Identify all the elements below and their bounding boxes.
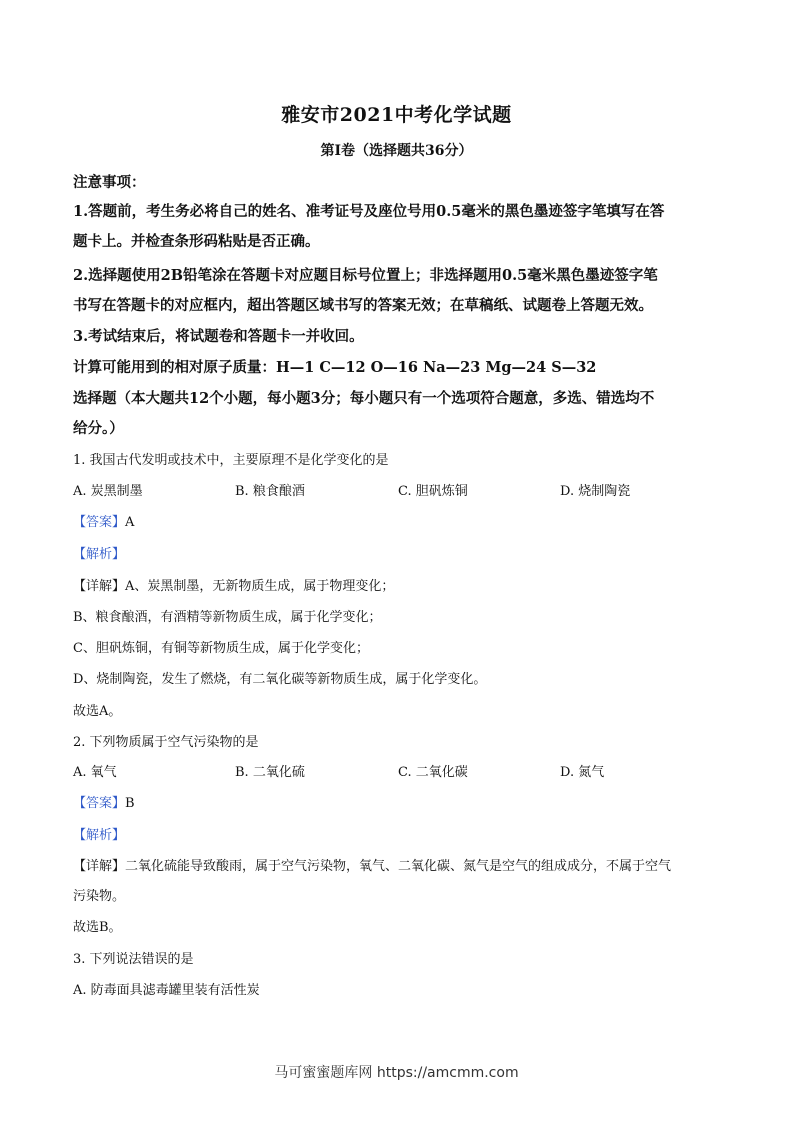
section-instructions-line-1: 选择题（本大题共12个小题，每小题3分；每小题只有一个选项符合题意，多选、错选均不 bbox=[73, 390, 655, 407]
note-item-3: 3.考试结束后，将试题卷和答题卡一并收回。 bbox=[73, 328, 364, 345]
question-2-option-a: A. 氧气 bbox=[73, 765, 117, 780]
question-1-option-c: C. 胆矾炼铜 bbox=[398, 484, 468, 499]
analysis-tag: 【解析】 bbox=[73, 828, 126, 843]
section-instructions-line-2: 给分。） bbox=[73, 420, 124, 437]
question-2-stem: 2. 下列物质属于空气污染物的是 bbox=[73, 735, 259, 750]
question-3-stem: 3. 下列说法错误的是 bbox=[73, 952, 194, 967]
notes-heading: 注意事项： bbox=[73, 174, 146, 191]
answer-value: B bbox=[125, 796, 135, 811]
question-1-answer bbox=[73, 513, 134, 533]
question-2-detail-line-1 bbox=[73, 857, 671, 877]
question-1-detail-a bbox=[73, 577, 394, 597]
question-2-answer bbox=[73, 794, 135, 814]
question-2-analysis bbox=[73, 826, 125, 846]
note-item-1-line-2: 题卡上。并检查条形码粘贴是否正确。 bbox=[73, 233, 320, 250]
question-1-option-a: A. 炭黑制墨 bbox=[73, 484, 143, 499]
note-item-2-line-2: 书写在答题卡的对应框内，超出答题区域书写的答案无效；在草稿纸、试题卷上答题无效。 bbox=[73, 297, 653, 314]
question-1-stem: 1. 我国古代发明或技术中，主要原理不是化学变化的是 bbox=[73, 453, 389, 468]
question-2-option-d: D. 氮气 bbox=[560, 765, 605, 780]
detail-text: 二氧化硫能导致酸雨，属于空气污染物，氧气、二氧化碳、氮气是空气的组成成分，不属于空气 bbox=[125, 859, 672, 874]
note-item-2-line-1: 2.选择题使用2B铅笔涂在答题卡对应题目标号位置上；非选择题用0.5毫米黑色墨迹签字笔 bbox=[73, 267, 658, 284]
note-item-1-line-1: 1.答题前，考生务必将自己的姓名、准考证号及座位号用0.5毫米的黑色墨迹签字笔填写在答 bbox=[73, 203, 665, 220]
question-2-option-c: C. 二氧化碳 bbox=[398, 765, 468, 780]
atomic-masses: 计算可能用到的相对原子质量：H—1 C—12 O—16 Na—23 Mg—24 S—32 bbox=[73, 359, 597, 376]
analysis-tag: 【解析】 bbox=[73, 547, 126, 562]
detail-tag: 【详解】 bbox=[73, 859, 126, 874]
question-1-detail-b: B、粮食酿酒，有酒精等新物质生成，属于化学变化； bbox=[73, 610, 382, 625]
answer-tag: 【答案】 bbox=[73, 515, 126, 530]
page-title: 雅安市2021中考化学试题 bbox=[281, 104, 512, 126]
question-1-analysis bbox=[73, 545, 125, 565]
detail-tag: 【详解】 bbox=[73, 579, 126, 594]
section-subtitle: 第Ⅰ卷（选择题共36分） bbox=[320, 143, 473, 159]
question-2-conclusion: 故选B。 bbox=[73, 920, 122, 935]
question-1-conclusion: 故选A。 bbox=[73, 704, 122, 719]
footer-watermark: 马可蜜蜜题库网 https://amcmm.com bbox=[274, 1065, 519, 1081]
question-3-option-a: A. 防毒面具滤毒罐里装有活性炭 bbox=[73, 983, 260, 998]
question-2-option-b: B. 二氧化硫 bbox=[235, 765, 305, 780]
question-1-option-b: B. 粮食酿酒 bbox=[235, 484, 305, 499]
question-2-detail-line-2: 污染物。 bbox=[73, 889, 126, 904]
answer-value: A bbox=[125, 515, 135, 530]
answer-tag: 【答案】 bbox=[73, 796, 126, 811]
question-1-detail-d: D、烧制陶瓷，发生了燃烧，有二氧化碳等新物质生成，属于化学变化。 bbox=[73, 672, 487, 687]
question-1-detail-c: C、胆矾炼铜，有铜等新物质生成，属于化学变化； bbox=[73, 641, 369, 656]
question-1-option-d: D. 烧制陶瓷 bbox=[560, 484, 631, 499]
detail-text: A、炭黑制墨，无新物质生成，属于物理变化； bbox=[125, 579, 395, 594]
